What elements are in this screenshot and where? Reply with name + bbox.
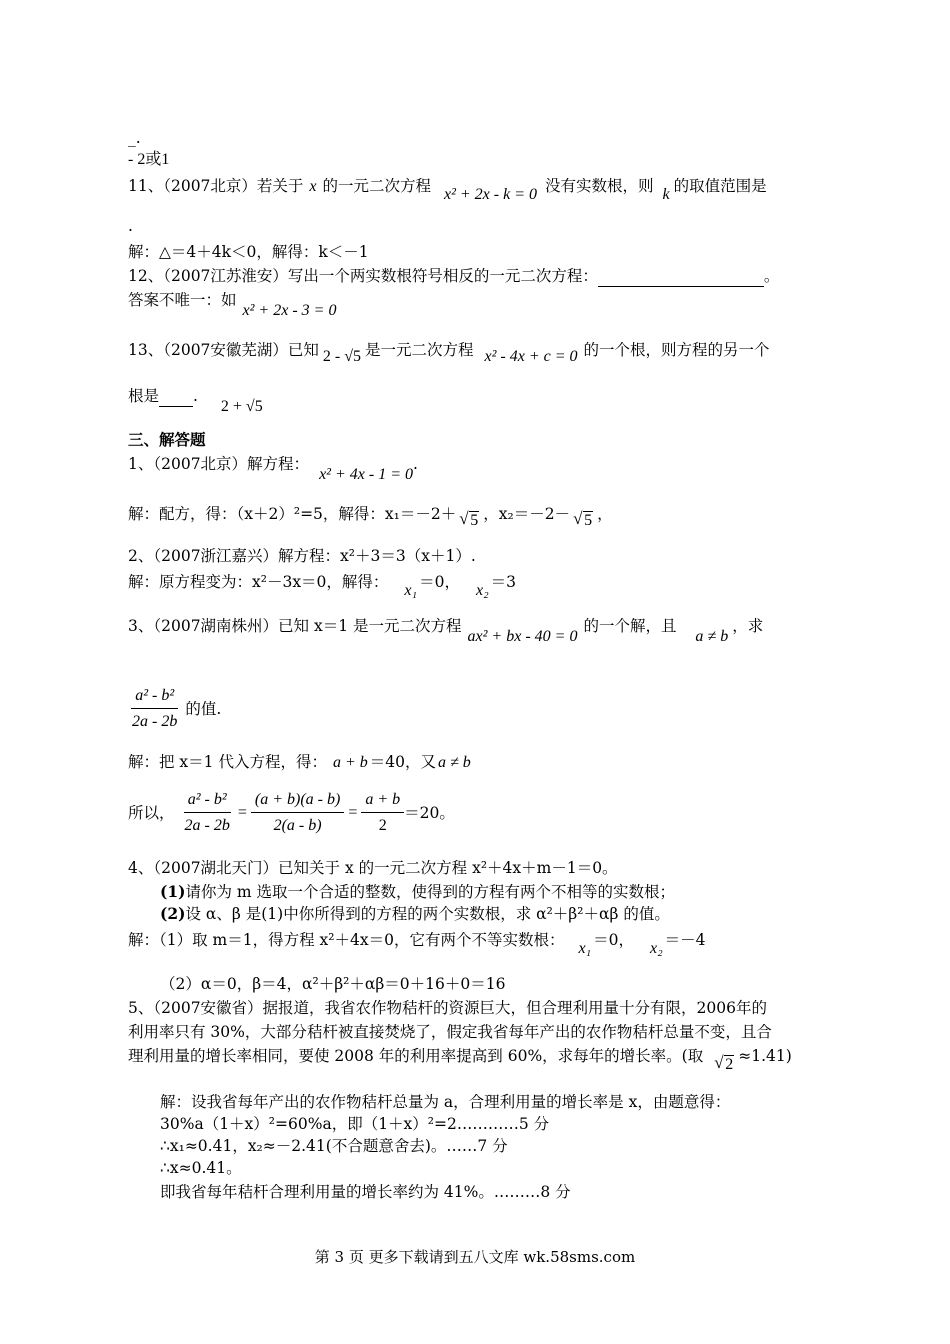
answer-line: - 2或1 bbox=[128, 151, 170, 168]
p3-line: 3、（2007湖南株州）已知 x＝1 是一元二次方程ax² + bx - 40 = 0的一个解，且 a ≠ b，求 bbox=[128, 617, 764, 645]
p5-solution: 即我省每年秸杆合理利用量的增长率约为 41%。………8 分 bbox=[160, 1183, 571, 1201]
p3-solution: 解：把 x＝1 代入方程，得： a + b ＝40，又 a ≠ b bbox=[128, 753, 471, 771]
q11-line: 11、（2007北京）若关于 x 的一元二次方程 x² + 2x - k = 0 没有实数根，则 k 的取值范围是 bbox=[128, 177, 767, 203]
p1-solution: 解：配方，得：（x＋2）²=5，解得：x₁＝－2＋√ 5 ，x₂＝－2－√ 5 ， bbox=[128, 504, 613, 525]
section-heading: 三、解答题 bbox=[128, 430, 206, 449]
p5-solution: ∴x≈0.41。 bbox=[160, 1159, 242, 1177]
p5-solution: ∴x₁≈0.41，x₂≈－2.41(不合题意舍去)。……7 分 bbox=[160, 1137, 508, 1155]
p4-solution: 解：（1）取 m＝1，得方程 x²＋4x＝0，它有两个不等实数根： x₁ ＝0， x₂ ＝－4 bbox=[128, 931, 706, 957]
page-footer: 第 3 页 更多下载请到五八文库 wk.58sms.com bbox=[314, 1248, 636, 1266]
p5-line: 理利用量的增长率相同，要使 2008 年的利用率提高到 60%，求每年的增长率。(取√ 2 ≈1.41) bbox=[128, 1046, 792, 1067]
p4-q2: (2)设 α、β 是(1)中你所得到的方程的两个实数根，求 α²＋β²＋αβ 的值。 bbox=[160, 904, 670, 923]
p3-line2: $\frac{\text{a² - b²}}{2a - 2b}$ 的值. bbox=[132, 687, 222, 730]
p2-line: 2、（2007浙江嘉兴）解方程：x²＋3＝3（x＋1）. bbox=[128, 547, 476, 565]
p5-solution: 30%a（1＋x）²=60%a，即（1＋x）²=2…………5 分 bbox=[160, 1115, 550, 1133]
p3-result: 所以， $\frac{\text{a² - b²}}{2a - 2b}$ = $\frac{(a + b)(a - b)}{2(a - b)}$ = $\frac{a + b}{2}$ ＝20。 bbox=[128, 791, 455, 834]
p4-q1: (1)请你为 m 选取一个合适的整数，使得到的方程有两个不相等的实数根； bbox=[160, 882, 676, 901]
p4-solution2: （2）α＝0，β＝4，α²＋β²＋αβ＝0＋16＋0＝16 bbox=[160, 975, 506, 993]
p1-line: 1、（2007北京）解方程：x² + 4x - 1 = 0. bbox=[128, 455, 418, 483]
p4-line: 4、（2007湖北天门）已知关于 x 的一元二次方程 x²＋4x＋m－1＝0。 bbox=[128, 859, 618, 877]
p5-line: 利用率只有 30%，大部分秸杆被直接焚烧了，假定我省每年产出的农作物秸杆总量不变，且合 bbox=[128, 1023, 772, 1041]
q12-line: 12、（2007江苏淮安）写出一个两实数根符号相反的一元二次方程： 。 bbox=[128, 267, 780, 285]
p2-solution: 解：原方程变为：x²－3x＝0，解得： x₁ ＝0， x₂ ＝3 bbox=[128, 573, 517, 599]
text-line: . bbox=[128, 217, 133, 235]
q12-solution: 答案不唯一：如x² + 2x - 3 = 0 bbox=[128, 291, 337, 319]
q11-solution: 解：△＝4＋4k＜0，解得：k＜－1 bbox=[128, 243, 369, 261]
q13-line: 13、（2007安徽芜湖）已知 2 - √5 是一元二次方程 x² - 4x + c = 0 的一个根，则方程的另一个 bbox=[128, 341, 770, 365]
p5-line: 5、（2007安徽省）据报道，我省农作物秸杆的资源巨大，但合理利用量十分有限，2006年的 bbox=[128, 999, 768, 1017]
p5-solution: 解：设我省每年产出的农作物秸杆总量为 a，合理利用量的增长率是 x，由题意得： bbox=[160, 1093, 731, 1111]
q13-line2: 根是 . 2 + √5 bbox=[128, 387, 263, 415]
text-line: _. bbox=[128, 129, 141, 147]
